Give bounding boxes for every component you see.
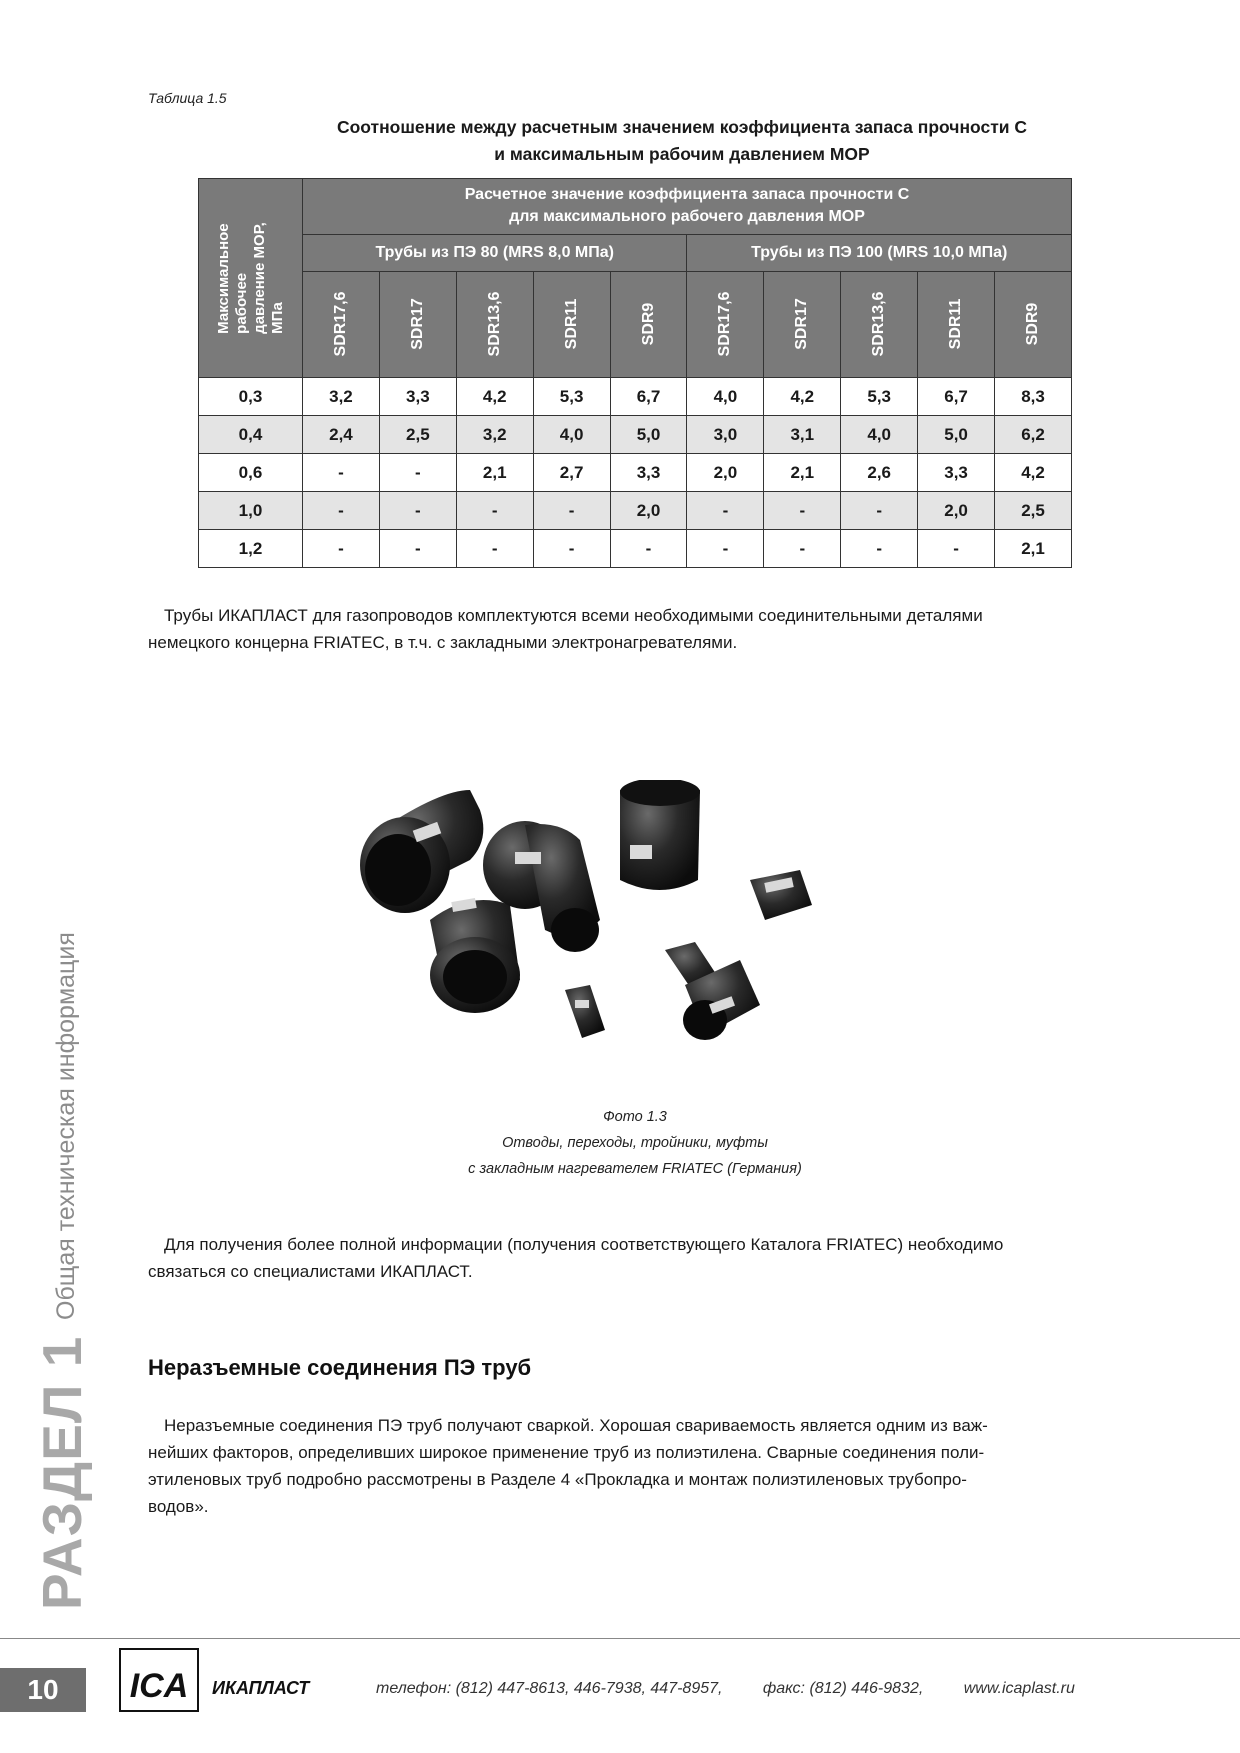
main-header-line1: Расчетное значение коэффициента запаса прочности С (464, 186, 910, 204)
logo-text: ICA (129, 1667, 189, 1705)
paragraph-line: Трубы ИКАПЛАСТ для газопроводов комплектуются всеми необходимыми соединительными деталями (164, 606, 983, 625)
sdr-header-label: SDR13,6 (485, 291, 503, 357)
pressure-cell: 1,0 (199, 492, 303, 530)
table-title-line1: Соотношение между расчетным значением коэффициента запаса прочности С (336, 117, 1028, 137)
paragraph-welding (148, 1412, 1123, 1520)
brand-name: ИКАПЛАСТ (212, 1678, 310, 1698)
coefficient-cell: - (303, 530, 380, 568)
coefficient-cell: - (379, 530, 456, 568)
coefficient-cell: 3,2 (456, 416, 533, 454)
coefficient-cell: - (303, 492, 380, 530)
coefficient-cell: - (303, 454, 380, 492)
small-sleeve-fitting (565, 985, 605, 1038)
sdr-header-label: SDR11 (947, 299, 965, 350)
pressure-cell: 0,3 (199, 378, 303, 416)
footer-phone: телефон: (812) 447-8613, 446-7938, 447-8957, (376, 1680, 723, 1697)
section-heading: Неразъемные соединения ПЭ труб (148, 1355, 532, 1380)
coefficient-cell: 3,3 (918, 454, 995, 492)
table-row (199, 492, 1072, 530)
sdr-header-label: SDR17,6 (716, 291, 734, 357)
table-row (199, 416, 1072, 454)
paragraph-line: этиленовых труб подробно рассмотрены в Разделе 4 «Прокладка и монтаж полиэтиленовых трубопро- (148, 1470, 967, 1489)
photo-caption (330, 1104, 940, 1182)
table-title-line2: и максимальным рабочим давлением МОР (494, 144, 870, 164)
sdr-header (379, 271, 456, 377)
coefficient-cell: 6,7 (918, 378, 995, 416)
sdr-header (303, 271, 380, 377)
coefficient-cell: 5,0 (610, 416, 687, 454)
corner-header-line: давление МОР, (250, 222, 268, 334)
sdr-header-label: SDR17 (793, 298, 811, 351)
paragraph-line: Неразъемные соединения ПЭ труб получают сваркой. Хорошая свариваемость является одним из важ- (164, 1416, 988, 1435)
corner-header (199, 179, 303, 378)
sdr-header-label: SDR11 (562, 299, 580, 350)
corner-header-line: Максимальное (214, 223, 232, 334)
coefficient-cell: 2,1 (456, 454, 533, 492)
coefficient-cell: 2,1 (764, 454, 841, 492)
coefficient-cell: 2,0 (918, 492, 995, 530)
coefficient-cell: 2,1 (995, 530, 1072, 568)
pressure-cell: 1,2 (199, 530, 303, 568)
table-label: Таблица 1.5 (148, 90, 227, 106)
table-title (148, 114, 1240, 168)
coefficient-cell: - (379, 492, 456, 530)
paragraph-line: связаться со специалистами ИКАПЛАСТ. (148, 1262, 473, 1281)
sdr-header-label: SDR9 (639, 303, 657, 346)
table-row (199, 378, 1072, 416)
footer-divider (0, 1638, 1240, 1639)
fittings-photo (320, 780, 910, 1080)
coefficient-cell: 3,1 (764, 416, 841, 454)
coefficient-cell: 6,2 (995, 416, 1072, 454)
corner-header-line: рабочее (232, 272, 250, 334)
footer-contacts (376, 1680, 1111, 1698)
small-coupling-fitting (750, 870, 812, 920)
large-coupling-fitting (620, 780, 700, 890)
sdr-header (610, 271, 687, 377)
sdr-header-label: SDR17,6 (331, 291, 349, 357)
coefficient-cell: 2,7 (533, 454, 610, 492)
coefficient-cell: 2,5 (379, 416, 456, 454)
coefficient-cell: - (456, 492, 533, 530)
tee-fitting (665, 942, 760, 1040)
corner-header-line: МПа (268, 302, 286, 334)
paragraph-line: нейших факторов, определивших широкое применение труб из полиэтилена. Сварные соединения поли- (148, 1443, 985, 1462)
table-row (199, 454, 1072, 492)
coefficient-cell: 4,2 (995, 454, 1072, 492)
sdr-header (918, 271, 995, 377)
sdr-header (456, 271, 533, 377)
sdr-header (687, 271, 764, 377)
paragraph-friatec (148, 602, 1123, 656)
group-header-pe100: Трубы из ПЭ 100 (MRS 10,0 МПа) (687, 234, 1072, 271)
coefficient-cell: - (687, 492, 764, 530)
page-number: 10 (0, 1668, 86, 1712)
coefficient-cell: 2,0 (610, 492, 687, 530)
sdr-header (764, 271, 841, 377)
coefficient-cell: - (456, 530, 533, 568)
coupling-fitting (430, 898, 520, 1013)
table-row (199, 530, 1072, 568)
coefficient-table (198, 178, 1072, 568)
coefficient-cell: - (841, 492, 918, 530)
coefficient-cell: 2,6 (841, 454, 918, 492)
coefficient-cell: 3,3 (379, 378, 456, 416)
paragraph-contact (148, 1231, 1123, 1285)
footer-website[interactable]: www.icaplast.ru (963, 1680, 1075, 1697)
sdr-header-label: SDR17 (408, 298, 426, 351)
paragraph-line: водов». (148, 1497, 209, 1516)
main-header-line2: для максимального рабочего давления МОР (509, 208, 865, 226)
sdr-header (841, 271, 918, 377)
coefficient-cell: 2,5 (995, 492, 1072, 530)
coefficient-cell: - (610, 530, 687, 568)
main-header (303, 179, 1072, 235)
coefficient-cell: - (764, 530, 841, 568)
coefficient-cell: - (533, 530, 610, 568)
paragraph-line: немецкого концерна FRIATEC, в т.ч. с закладными электронагревателями. (148, 633, 738, 652)
caption-line: Отводы, переходы, тройники, муфты (502, 1135, 768, 1151)
pressure-cell: 0,4 (199, 416, 303, 454)
sidebar-section: РАЗДЕЛ 1 (31, 1335, 93, 1610)
coefficient-cell: - (533, 492, 610, 530)
group-header-pe80: Трубы из ПЭ 80 (MRS 8,0 МПа) (303, 234, 687, 271)
paragraph-line: Для получения более полной информации (получения соответствующего Каталога FRIATEC) необходимо (164, 1235, 1004, 1254)
coefficient-cell: 8,3 (995, 378, 1072, 416)
coefficient-cell: 6,7 (610, 378, 687, 416)
coefficient-cell: - (687, 530, 764, 568)
sdr-header-label: SDR13,6 (870, 291, 888, 357)
coefficient-cell: 3,2 (303, 378, 380, 416)
caption-line: Фото 1.3 (603, 1109, 667, 1125)
coefficient-cell: 5,0 (918, 416, 995, 454)
coefficient-cell: 5,3 (533, 378, 610, 416)
company-logo (116, 1645, 202, 1715)
sidebar-subtitle: Общая техническая информация (52, 932, 80, 1320)
caption-line: с закладным нагревателем FRIATEC (Германия) (468, 1161, 802, 1177)
coefficient-cell: 4,2 (456, 378, 533, 416)
pressure-cell: 0,6 (199, 454, 303, 492)
coefficient-cell: 3,3 (610, 454, 687, 492)
elbow-fitting (360, 790, 483, 913)
coefficient-cell: - (764, 492, 841, 530)
coefficient-cell: - (379, 454, 456, 492)
coefficient-cell: 2,0 (687, 454, 764, 492)
coefficient-cell: 3,0 (687, 416, 764, 454)
sdr-header (533, 271, 610, 377)
coefficient-cell: - (918, 530, 995, 568)
sdr-header-label: SDR9 (1024, 303, 1041, 346)
footer-fax: факс: (812) 446-9832, (762, 1680, 924, 1697)
coefficient-cell: 5,3 (841, 378, 918, 416)
coefficient-cell: 4,0 (841, 416, 918, 454)
sdr-header (995, 271, 1072, 377)
coefficient-cell: 4,0 (533, 416, 610, 454)
coefficient-cell: 4,0 (687, 378, 764, 416)
coefficient-cell: 2,4 (303, 416, 380, 454)
coefficient-cell: - (841, 530, 918, 568)
coefficient-cell: 4,2 (764, 378, 841, 416)
